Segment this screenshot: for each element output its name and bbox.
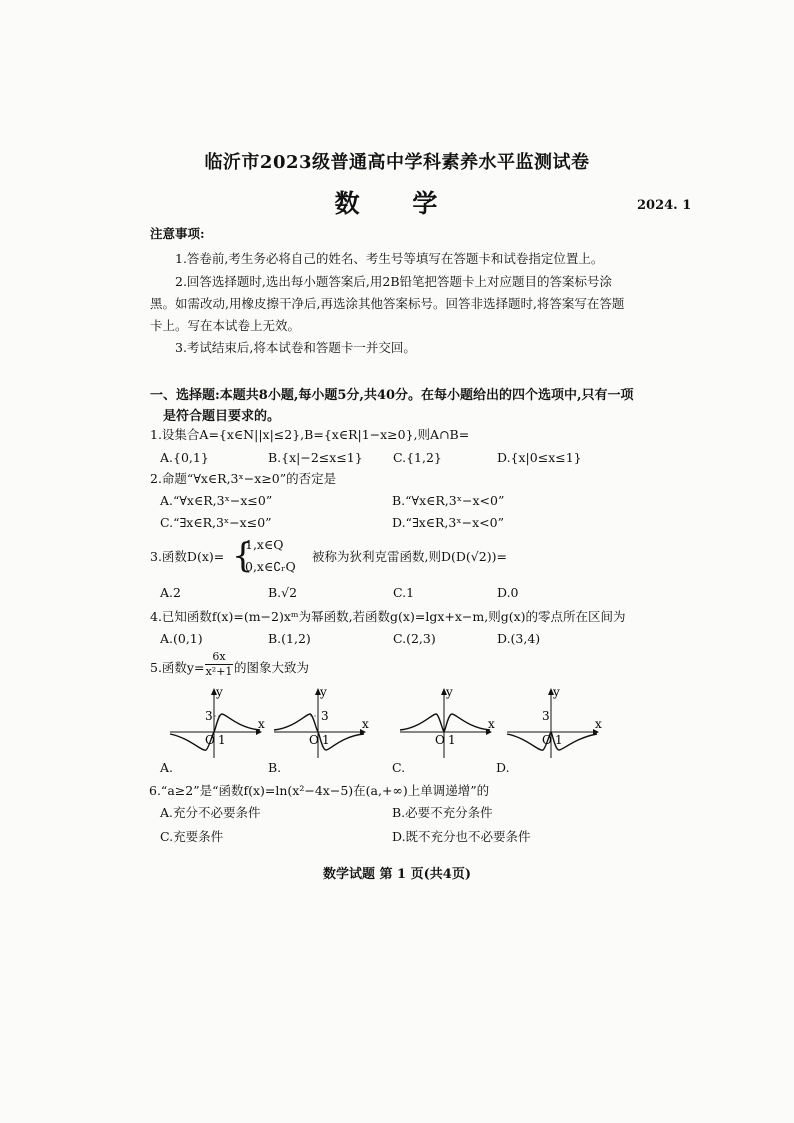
q1-option-b: B.{x|−2≤x≤1} <box>268 450 363 465</box>
notice-item: 黑。如需改动,用橡皮擦干净后,再选涂其他答案标号。回答非选择题时,将答案写在答题 <box>150 296 625 311</box>
question-3-stem-pre: 3.函数D(x)= <box>150 549 225 564</box>
q4-option-b: B.(1,2) <box>268 631 311 646</box>
q3-option-b: B.√2 <box>268 585 298 600</box>
graph-b-three: 3 <box>321 709 329 723</box>
graph-d-origin: O <box>542 733 552 747</box>
graph-d-one: 1 <box>555 733 563 747</box>
notice-item: 2.回答选择题时,选出每小题答案后,用2B铅笔把答题卡上对应题目的答案标号涂 <box>175 274 613 289</box>
fraction-numerator: 6x <box>212 650 226 663</box>
q5-option-c: C. <box>392 760 406 775</box>
question-4-stem: 4.已知函数f(x)=(m−2)xᵐ为幂函数,若函数g(x)=lgx+x−m,则g(x)的零点所在区间为 <box>150 609 626 624</box>
q1-option-d: D.{x|0≤x≤1} <box>497 450 582 465</box>
q6-option-d: D.既不充分也不必要条件 <box>392 829 531 844</box>
graph-option-a <box>168 685 268 760</box>
q2-option-b: B.“∀x∈R,3ˣ−x<0” <box>392 493 505 508</box>
notice-item: 卡上。写在本试卷上无效。 <box>150 318 301 333</box>
q3-option-a: A.2 <box>160 585 181 600</box>
graph-b-one: 1 <box>322 733 330 747</box>
q6-option-b: B.必要不充分条件 <box>392 805 493 820</box>
q3-case-1: 1,x∈Q <box>245 537 284 552</box>
q4-option-a: A.(0,1) <box>160 631 203 646</box>
graph-option-b <box>272 685 372 760</box>
q3-option-c: C.1 <box>393 585 415 600</box>
q6-option-a: A.充分不必要条件 <box>160 805 261 820</box>
graph-a-one: 1 <box>218 733 226 747</box>
section-heading-cont: 是符合题目要求的。 <box>163 409 281 424</box>
question-5-stem-pre: 5.函数y= <box>150 660 205 675</box>
page-footer: 数学试题 第 1 页(共4页) <box>323 867 471 882</box>
graph-c-one: 1 <box>448 733 456 747</box>
q5-option-d: D. <box>496 760 510 775</box>
q6-option-c: C.充要条件 <box>160 829 224 844</box>
graph-b-x-label: x <box>362 717 369 731</box>
subject-title: 数 学 <box>334 189 460 218</box>
q1-option-c: C.{1,2} <box>393 450 442 465</box>
graph-d-y-label: y <box>553 685 560 699</box>
notice-heading: 注意事项: <box>150 226 205 241</box>
graph-option-c <box>398 685 498 760</box>
graph-a-y-label: y <box>216 685 223 699</box>
exam-date: 2024. 1 <box>637 198 692 213</box>
graph-d-three: 3 <box>542 709 550 723</box>
q4-option-d: D.(3,4) <box>497 631 541 646</box>
graph-a-three: 3 <box>205 709 213 723</box>
graph-option-d <box>505 685 605 760</box>
question-6-stem: 6.“a≥2”是“函数f(x)=ln(x²−4x−5)在(a,+∞)上单调递增”的 <box>149 783 490 798</box>
piecewise-brace: { <box>232 536 254 576</box>
graph-a-origin: O <box>205 733 215 747</box>
exam-title: 临沂市2023级普通高中学科素养水平监测试卷 <box>204 152 590 173</box>
q5-option-a: A. <box>160 760 174 775</box>
q1-option-a: A.{0,1} <box>160 450 209 465</box>
graph-c-origin: O <box>435 733 445 747</box>
graph-c-y-label: y <box>446 685 453 699</box>
graph-b-y-label: y <box>320 685 327 699</box>
section-heading: 一、选择题:本题共8小题,每小题5分,共40分。在每小题给出的四个选项中,只有一项 <box>150 388 634 403</box>
q2-option-c: C.“∃x∈R,3ˣ−x≤0” <box>160 515 272 530</box>
question-3-stem-post: 被称为狄利克雷函数,则D(D(√2))= <box>312 549 507 564</box>
question-5-stem-post: 的图象大致为 <box>234 660 310 675</box>
question-2-stem: 2.命题“∀x∈R,3ˣ−x≥0”的否定是 <box>150 471 337 486</box>
graph-d-x-label: x <box>595 717 602 731</box>
q3-case-2: 0,x∈∁ᵣQ <box>245 559 296 574</box>
fraction-denominator: x²+1 <box>205 665 233 678</box>
question-1-stem: 1.设集合A={x∈N||x|≤2},B={x∈R|1−x≥0},则A∩B= <box>150 427 470 442</box>
q4-option-c: C.(2,3) <box>393 631 436 646</box>
q5-option-b: B. <box>268 760 282 775</box>
q3-option-d: D.0 <box>497 585 519 600</box>
graph-b-origin: O <box>309 733 319 747</box>
notice-item: 1.答卷前,考生务必将自己的姓名、考生号等填写在答题卡和试卷指定位置上。 <box>175 251 604 266</box>
q2-option-d: D.“∃x∈R,3ˣ−x<0” <box>392 515 504 530</box>
notice-item: 3.考试结束后,将本试卷和答题卡一并交回。 <box>175 340 416 355</box>
q2-option-a: A.“∀x∈R,3ˣ−x≤0” <box>160 493 273 508</box>
graph-c-x-label: x <box>488 717 495 731</box>
graph-a-x-label: x <box>258 717 265 731</box>
